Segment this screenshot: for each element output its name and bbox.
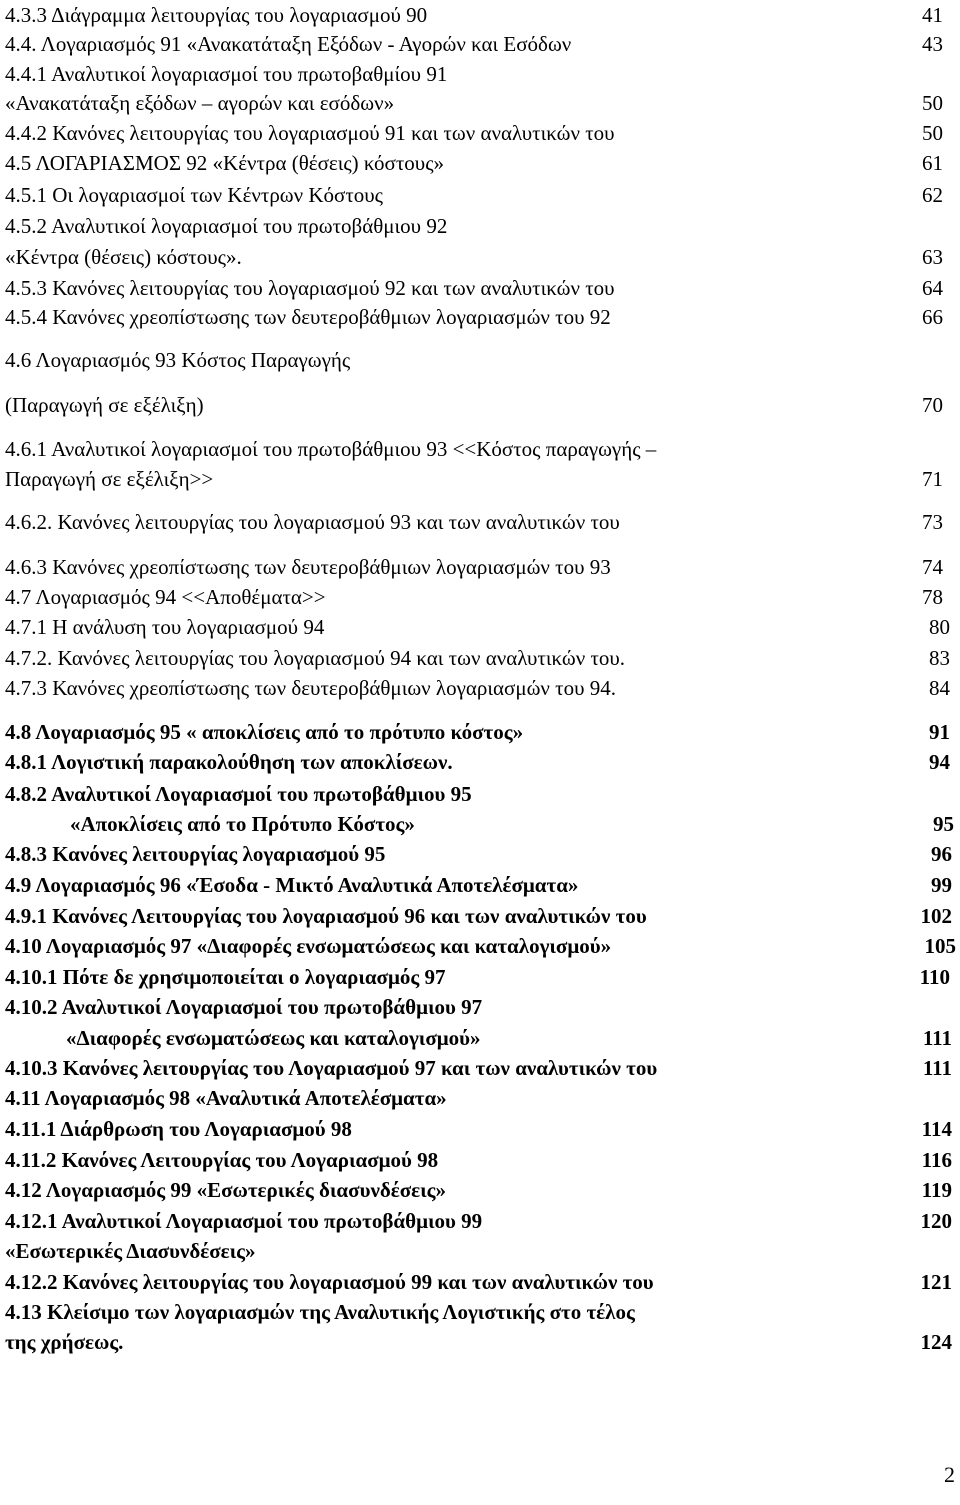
toc-entry (0, 552, 960, 582)
toc-entry-title: 4.6.2. Κανόνες λειτουργίας του λογαριασμού 93 και των αναλυτικών του (5, 510, 620, 534)
toc-entry-title: 4.4. Λογαριασμός 91 «Ανακατάταξη Εξόδων - Αγορών και Εσόδων (5, 32, 572, 56)
toc-entry-title: 4.6 Λογαριασμός 93 Κόστος Παραγωγής (5, 348, 351, 372)
toc-entry-page: 43 (922, 32, 943, 56)
toc-entry-title: 4.12 Λογαριασμός 99 «Εσωτερικές διασυνδέσεις» (5, 1178, 446, 1202)
toc-entry-page: 105 (924, 934, 956, 958)
toc-entry-page: 91 (929, 720, 950, 744)
toc-entry-title: 4.5 ΛΟΓΑΡΙΑΣΜΟΣ 92 «Κέντρα (θέσεις) κόστους» (5, 151, 445, 175)
toc-entry (0, 1053, 960, 1083)
toc-entry-page: 41 (922, 3, 943, 27)
toc-entry-page: 80 (929, 615, 950, 639)
toc-entry (0, 302, 960, 332)
toc-entry (0, 434, 960, 464)
toc-entry-page: 120 (920, 1209, 952, 1233)
toc-entry-page: 78 (922, 585, 943, 609)
toc-entry-title: 4.11.2 Κανόνες Λειτουργίας του Λογαριασμού 98 (5, 1148, 439, 1172)
toc-entry (0, 992, 960, 1022)
toc-entry-page: 96 (931, 842, 952, 866)
toc-entry-page: 66 (922, 305, 943, 329)
toc-entry-title: 4.5.4 Κανόνες χρεοπίστωσης των δευτεροβάθμιων λογαριασμών του 92 (5, 305, 611, 329)
toc-entry (0, 118, 960, 148)
toc-entry (0, 0, 960, 30)
toc-entry (0, 345, 960, 375)
toc-entry-title: 4.6.1 Αναλυτικοί λογαριασμοί του πρωτοβάθμιου 93 <<Κόστος παραγωγής – (5, 437, 657, 461)
toc-entry-page: 63 (922, 245, 943, 269)
toc-entry-title: 4.12.2 Κανόνες λειτουργίας του λογαριασμού 99 και των αναλυτικών του (5, 1270, 654, 1294)
toc-entry (0, 507, 960, 537)
toc-entry-title: «Ανακατάταξη εξόδων – αγορών και εσόδων» (5, 91, 395, 115)
toc-entry-page: 124 (920, 1330, 952, 1354)
toc-entry (0, 1327, 960, 1357)
toc-entry-title: 4.8.2 Αναλυτικοί Λογαριασμοί του πρωτοβάθμιου 95 (5, 782, 472, 806)
toc-entry-page: 99 (931, 873, 952, 897)
toc-entry (0, 1023, 960, 1053)
toc-entry-title: 4.7.2. Κανόνες λειτουργίας του λογαριασμού 94 και των αναλυτικών του. (5, 646, 626, 670)
toc-entry (0, 643, 960, 673)
toc-entry-page: 50 (922, 91, 943, 115)
toc-entry (0, 1236, 960, 1266)
toc-entry (0, 390, 960, 420)
toc-entry-title: 4.7.1 Η ανάλυση του λογαριασμού 94 (5, 615, 325, 639)
toc-entry-page: 94 (929, 750, 950, 774)
toc-entry (0, 962, 960, 992)
toc-entry (0, 1083, 960, 1113)
toc-entry (0, 1267, 960, 1297)
toc-entry-page: 70 (922, 393, 943, 417)
toc-entry-title: 4.8.1 Λογιστική παρακολούθηση των αποκλίσεων. (5, 750, 453, 774)
toc-entry-title: «Διαφορές ενσωματώσεως και καταλογισμού» (66, 1026, 481, 1050)
toc-entry-title: 4.9 Λογαριασμός 96 «Έσοδα - Μικτό Αναλυτικά Αποτελέσματα» (5, 873, 579, 897)
toc-entry-page: 74 (922, 555, 943, 579)
toc-entry-page: 110 (919, 965, 950, 989)
toc-entry-title: 4.12.1 Αναλυτικοί Λογαριασμοί του πρωτοβάθμιου 99 (5, 1209, 483, 1233)
toc-entry-title: 4.5.1 Οι λογαριασμοί των Κέντρων Κόστους (5, 183, 383, 207)
toc-entry-page: 121 (920, 1270, 952, 1294)
toc-entry-title: Παραγωγή σε εξέλιξη>> (5, 467, 214, 491)
toc-entry (0, 242, 960, 272)
toc-entry (0, 273, 960, 303)
toc-entry-page: 62 (922, 183, 943, 207)
toc-entry-page: 111 (922, 1026, 952, 1050)
toc-entry-title: 4.11 Λογαριασμός 98 «Αναλυτικά Αποτελέσματα» (5, 1086, 447, 1110)
toc-entry (0, 59, 960, 89)
toc-entry (0, 88, 960, 118)
toc-entry (0, 870, 960, 900)
toc-entry-page: 95 (933, 812, 954, 836)
toc-entry-title: 4.10.2 Αναλυτικοί Λογαριασμοί του πρωτοβάθμιου 97 (5, 995, 483, 1019)
toc-entry (0, 180, 960, 210)
toc-entry (0, 1206, 960, 1236)
toc-entry (0, 839, 960, 869)
toc-entry-title: 4.10 Λογαριασμός 97 «Διαφορές ενσωματώσεως και καταλογισμού» (5, 934, 612, 958)
toc-entry (0, 148, 960, 178)
toc-entry (0, 612, 960, 642)
toc-entry-page: 71 (922, 467, 943, 491)
toc-entry (0, 29, 960, 59)
toc-entry-page: 61 (922, 151, 943, 175)
toc-entry-title: 4.6.3 Κανόνες χρεοπίστωσης των δευτεροβάθμιων λογαριασμών του 93 (5, 555, 611, 579)
toc-entry-title: 4.8 Λογαριασμός 95 « αποκλίσεις από το πρότυπο κόστος» (5, 720, 524, 744)
toc-entry-title: «Εσωτερικές Διασυνδέσεις» (5, 1239, 256, 1263)
page-number: 2 (944, 1462, 955, 1487)
toc-entry-page: 102 (920, 904, 952, 928)
toc-entry (0, 1145, 960, 1175)
toc-entry-title: 4.7 Λογαριασμός 94 <<Αποθέματα>> (5, 585, 326, 609)
toc-entry-title: 4.7.3 Κανόνες χρεοπίστωσης των δευτεροβάθμιων λογαριασμών του 94. (5, 676, 616, 700)
toc-entry (0, 717, 960, 747)
toc-entry-title: 4.13 Κλείσιμο των λογαριασμών της Αναλυτικής Λογιστικής στο τέλος (5, 1300, 635, 1324)
toc-entry-title: 4.4.2 Κανόνες λειτουργίας του λογαριασμού 91 και των αναλυτικών του (5, 121, 615, 145)
toc-entry-title: 4.10.1 Πότε δε χρησιμοποιείται ο λογαριασμός 97 (5, 965, 446, 989)
toc-entry (0, 1175, 960, 1205)
toc-entry (0, 931, 960, 961)
toc-entry (0, 211, 960, 241)
toc-entry-title: 4.8.3 Κανόνες λειτουργίας λογαριασμού 95 (5, 842, 386, 866)
toc-entry-page: 111 (922, 1056, 952, 1080)
toc-entry-page: 50 (922, 121, 943, 145)
toc-entry (0, 809, 960, 839)
toc-entry-title: 4.10.3 Κανόνες λειτουργίας του Λογαριασμού 97 και των αναλυτικών του (5, 1056, 658, 1080)
toc-entry-title: 4.3.3 Διάγραμμα λειτουργίας του λογαριασμού 90 (5, 3, 428, 27)
toc-entry-title: (Παραγωγή σε εξέλιξη) (5, 393, 204, 417)
toc-entry (0, 464, 960, 494)
toc-entry-title: 4.9.1 Κανόνες Λειτουργίας του λογαριασμού 96 και των αναλυτικών του (5, 904, 647, 928)
toc-entry-page: 83 (929, 646, 950, 670)
toc-entry-title: 4.11.1 Διάρθρωση του Λογαριασμού 98 (5, 1117, 352, 1141)
toc-entry-title: «Κέντρα (θέσεις) κόστους». (5, 245, 242, 269)
toc-entry (0, 747, 960, 777)
toc-entry-title: 4.5.3 Κανόνες λειτουργίας του λογαριασμού 92 και των αναλυτικών του (5, 276, 615, 300)
toc-entry-page: 73 (922, 510, 943, 534)
toc-entry (0, 901, 960, 931)
toc-entry-title: της χρήσεως. (5, 1330, 124, 1354)
toc-entry-title: 4.5.2 Αναλυτικοί λογαριασμοί του πρωτοβάθμιου 92 (5, 214, 448, 238)
toc-entry-title: «Αποκλίσεις από το Πρότυπο Κόστος» (70, 812, 415, 836)
toc-entry-page: 64 (922, 276, 943, 300)
toc-entry-page: 84 (929, 676, 950, 700)
toc-entry-page: 114 (921, 1117, 952, 1141)
toc-entry-title: 4.4.1 Αναλυτικοί λογαριασμοί του πρωτοβαθμίου 91 (5, 62, 448, 86)
toc-entry (0, 1114, 960, 1144)
toc-entry-page: 116 (921, 1148, 952, 1172)
toc-entry (0, 582, 960, 612)
toc-entry (0, 779, 960, 809)
toc-entry (0, 1297, 960, 1327)
toc-entry-page: 119 (921, 1178, 952, 1202)
toc-entry (0, 673, 960, 703)
